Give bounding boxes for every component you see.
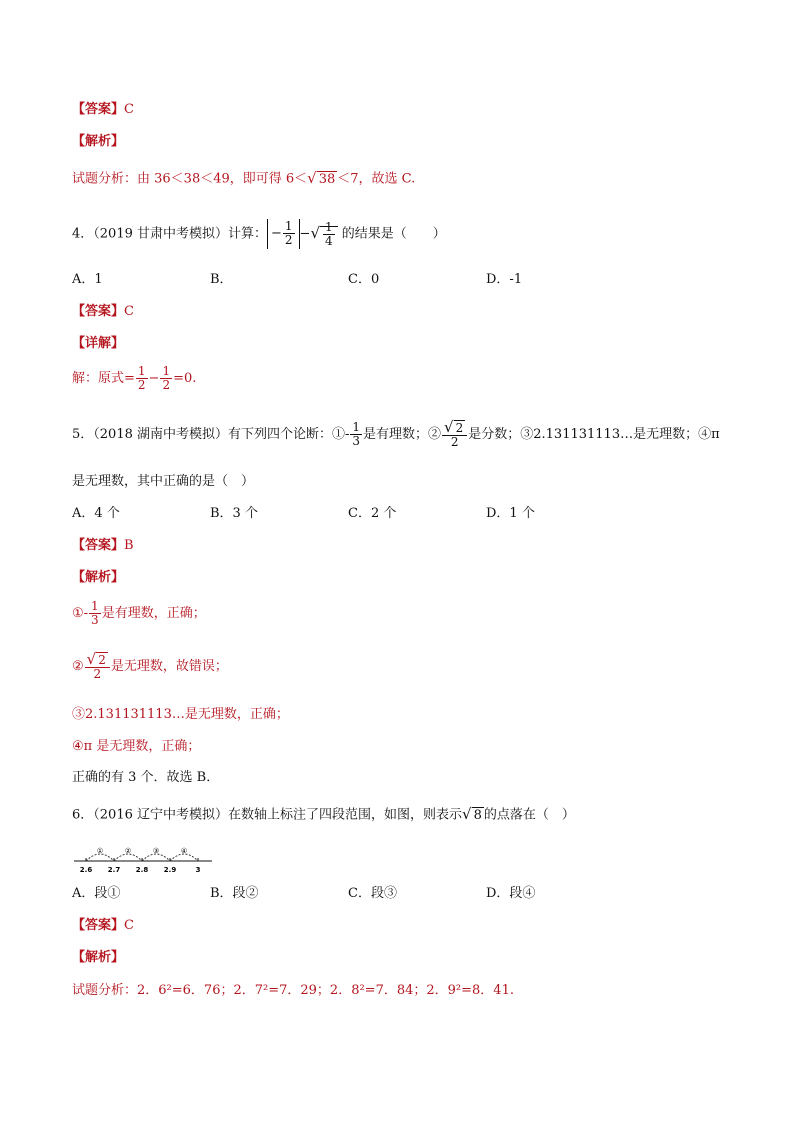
q5-analysis-label-line — [72, 568, 124, 588]
q5-stem-line2: 是无理数，其中正确的是（ ） — [72, 474, 255, 489]
q4-answer-value: C — [124, 304, 134, 319]
q5-stem-mid1: 是有理数；② — [363, 427, 442, 442]
q4-stem-prefix: 4．（2019 甘肃中考模拟）计算： — [72, 226, 267, 242]
q6-analysis-label-line — [72, 948, 124, 968]
q4-sqrt-den: 4 — [325, 234, 333, 248]
q5-option-c: C．2 个 — [348, 506, 397, 521]
q4-sol-frac1-den: 2 — [137, 378, 146, 392]
q6-stem — [72, 804, 575, 826]
q4-sqrt-num: 1 — [325, 220, 333, 234]
number-line-tick-label: 2.9 — [163, 866, 177, 874]
q4-solution-prefix: 解：原式= — [72, 371, 135, 386]
q5-conclusion: 正确的有 3 个．故选 B． — [72, 770, 220, 785]
q4-stem — [72, 218, 446, 250]
number-line-tick-label: 2.6 — [79, 866, 93, 874]
q4-option-d: D．-1 — [486, 272, 523, 287]
q5-analysis-3: ③2.131131113…是无理数，正确； — [72, 707, 289, 722]
q4-minus: − — [299, 226, 311, 242]
q3-analysis-text — [72, 168, 415, 190]
q5-analysis-2: ② $\frac{√ 2}{2}$ 是无理数，故错误； — [72, 649, 228, 681]
q5-a1-frac-den: 3 — [91, 613, 99, 627]
number-line-segment-label: ③ — [152, 847, 160, 855]
q4-answer-line — [72, 302, 134, 322]
q5-a1-frac-num: 1 — [91, 599, 99, 613]
q6-answer-line — [72, 916, 134, 936]
q6-answer-value: C — [124, 918, 134, 933]
q3-answer-line — [72, 100, 134, 120]
q5-a1-prefix: ①- — [72, 606, 89, 621]
number-line-ticks — [80, 858, 201, 874]
q4-sqrt: √ $\frac{1}{4}$ — [310, 218, 337, 250]
q5-answer-value: B — [124, 538, 134, 553]
number-line-segment-arc — [86, 854, 114, 861]
q5-analysis-1 — [72, 598, 206, 630]
q6-option-a: A．段① — [72, 886, 121, 901]
q5-option-a: A．4 个 — [72, 506, 120, 521]
answer-label: 【答案】 — [72, 102, 125, 117]
q5-a2-sqrt-den: 2 — [93, 666, 102, 681]
q5-a1-suffix: 是有理数，正确； — [101, 606, 206, 621]
detail-label: 【详解】 — [72, 336, 125, 351]
q4-option-b: B． — [210, 272, 233, 287]
answer-label: 【答案】 — [72, 538, 125, 553]
sqrt-38-radicand: 38 — [318, 172, 336, 187]
q4-option-c: C．0 — [348, 272, 380, 287]
q5-frac-num: 1 — [352, 420, 361, 434]
q5-analysis-4: ④π 是无理数，正确； — [72, 739, 201, 754]
sqrt-38: √ 38 — [307, 169, 336, 187]
q4-stem-suffix: 的结果是（ ） — [337, 226, 446, 242]
q4-solution-suffix: =0. — [173, 371, 197, 386]
q6-option-c: C．段③ — [348, 886, 397, 901]
q6-sqrt-radicand: 8 — [473, 808, 482, 823]
sqrt-8: √ 8 — [462, 805, 482, 823]
number-line-tick-label: 2.8 — [135, 866, 149, 874]
q4-abs — [267, 219, 300, 249]
q5-a2-suffix: 是无理数，故错误； — [110, 659, 228, 674]
q6-stem-suffix: 的点落在（ ） — [483, 807, 575, 823]
analysis-label: 【解析】 — [72, 134, 125, 149]
q3-analysis-label-line — [72, 132, 124, 152]
q4-sol-frac1-num: 1 — [137, 364, 146, 378]
q5-option-d: D．1 个 — [486, 506, 535, 521]
number-line-segment-arc — [114, 854, 142, 861]
q5-option-b: B．3 个 — [210, 506, 258, 521]
q4-solution — [72, 365, 196, 393]
number-line-segment-label: ② — [124, 847, 132, 855]
q6-option-b: B．段② — [210, 886, 259, 901]
q4-option-a: A．1 — [72, 272, 103, 287]
q4-frac-den: 2 — [284, 233, 293, 247]
q5-a2-prefix: ② — [72, 659, 84, 674]
q4-detail-label-line — [72, 334, 124, 354]
q5-sqrt-radicand: 2 — [455, 420, 464, 435]
q6-analysis-text: 试题分析：2．6²=6．76；2．7²=7．29；2．8²=7．84；2．9²=8．41. — [72, 983, 514, 998]
q4-sol-frac2-num: 1 — [162, 364, 171, 378]
q6-stem-prefix: 6．（2016 辽宁中考模拟）在数轴上标注了四段范围，如图，则表示 — [72, 807, 462, 823]
number-line-tick-label: 3 — [195, 866, 201, 874]
q5-sqrt-den: 2 — [450, 434, 459, 449]
analysis-label: 【解析】 — [72, 950, 125, 965]
number-line-segment-arc — [170, 854, 198, 861]
number-line-segment-label: ① — [96, 847, 104, 855]
number-line-segment-label: ④ — [180, 847, 188, 855]
q3-analysis-prefix: 试题分析：由 36＜38＜49，即可得 6＜ — [72, 171, 308, 187]
answer-label: 【答案】 — [72, 918, 125, 933]
q4-sol-frac2-den: 2 — [162, 378, 171, 392]
q3-answer-value: C — [124, 102, 134, 117]
answer-label: 【答案】 — [72, 304, 125, 319]
q3-analysis-suffix: ＜7，故选 C. — [337, 171, 416, 187]
q5-a2-sqrt-radicand: 2 — [98, 652, 106, 667]
q5-stem-line1: 5．（2018 湖南中考模拟）有下列四个论断：①- $\frac{1}{3}$ 是有理数；② $\frac{√ 2}{2}$ 是分数；③2.131131113…是无理数；④π — [72, 417, 720, 449]
q5-stem-mid2: 是分数；③2.131131113…是无理数；④π — [468, 427, 720, 442]
q5-answer-line — [72, 536, 134, 556]
q5-stem-prefix: 5．（2018 湖南中考模拟）有下列四个论断：①- — [72, 427, 350, 442]
number-line-figure — [72, 845, 217, 875]
number-line-segment-arc — [142, 854, 170, 861]
analysis-label: 【解析】 — [72, 570, 125, 585]
q4-abs-minus: − — [271, 226, 282, 241]
q6-option-d: D．段④ — [486, 886, 536, 901]
q5-frac-den: 3 — [352, 434, 361, 448]
q4-sol-minus: − — [148, 371, 160, 386]
q4-frac-num: 1 — [284, 219, 293, 233]
number-line-tick-label: 2.7 — [107, 866, 121, 874]
